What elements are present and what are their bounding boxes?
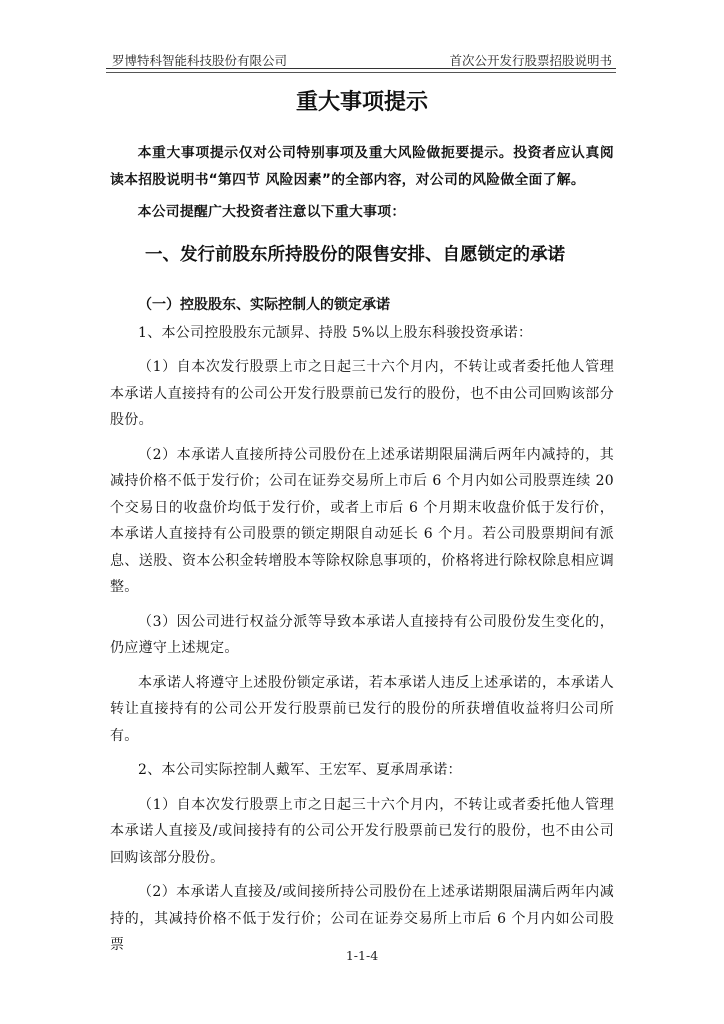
page-number: 1-1-4 <box>345 948 379 963</box>
item-lead: 1、本公司控股股东元颉昇、持股 5%以上股东科骏投资承诺： <box>138 324 533 341</box>
commitment-paragraph: （1）自本次发行股票上市之日起三十六个月内，不转让或者委托他人管理本承诺人直接及/或间接持有的公司公开发行股票前已发行的股份，也不由公司回购该部分股份。 <box>110 796 614 866</box>
header-company-name: 罗博特科智能科技股份有限公司 <box>112 53 288 68</box>
intro-paragraph: 本重大事项提示仅对公司特别事项及重大风险做扼要提示。投资者应认真阅读本招股说明书“第四节 风险因素”的全部内容，对公司的风险做全面了解。 <box>110 145 614 188</box>
commitment-paragraph: （1）自本次发行股票上市之日起三十六个月内，不转让或者委托他人管理本承诺人直接持有的公司公开发行股票前已发行的股份，也不由公司回购该部分股份。 <box>110 359 614 428</box>
section-heading: 一、发行前股东所持股份的限售安排、自愿锁定的承诺 <box>145 244 565 265</box>
item-lead: 2、本公司实际控制人戴军、王宏军、夏承周承诺： <box>138 762 462 778</box>
page-header <box>106 46 616 68</box>
commitment-paragraph: 本承诺人将遵守上述股份锁定承诺，若本承诺人违反上述承诺的，本承诺人转让直接持有的公司公开发行股票前已发行的股份的所获增值收益将归公司所有。 <box>110 674 614 744</box>
commitment-paragraph: （2）本承诺人直接所持公司股份在上述承诺期限届满后两年内减持的，其减持价格不低于发行价；公司在证券交易所上市后 6 个月内如公司股票连续 20 个交易日的收盘价均低于发行价，或者上市后 6 个月期末收盘价低于发行价，本承诺人直接持有公司股票的锁定期限自动延长 6 个月。若公司股票期间有派息、送股、资本公积金转增股本等除权除息事项的，价格将进行除权除息相应调整。 <box>110 446 614 595</box>
header-rule-thick <box>106 68 616 69</box>
commitment-paragraph: （2）本承诺人直接及/或间接所持公司股份在上述承诺期限届满后两年内减持的，其减持价格不低于发行价；公司在证券交易所上市后 6 个月内如公司股票 <box>110 884 614 953</box>
intro-notice: 本公司提醒广大投资者注意以下重大事项： <box>137 204 406 220</box>
header-rule-thin <box>106 72 616 73</box>
page-title: 重大事项提示 <box>295 90 428 115</box>
page-body <box>110 86 614 959</box>
subsection-heading: （一）控股股东、实际控制人的锁定承诺 <box>138 296 390 313</box>
commitment-paragraph: （3）因公司进行权益分派等导致本承诺人直接持有公司股份发生变化的，仍应遵守上述规定。 <box>110 613 614 656</box>
header-document-title: 首次公开发行股票招股说明书 <box>449 53 612 68</box>
